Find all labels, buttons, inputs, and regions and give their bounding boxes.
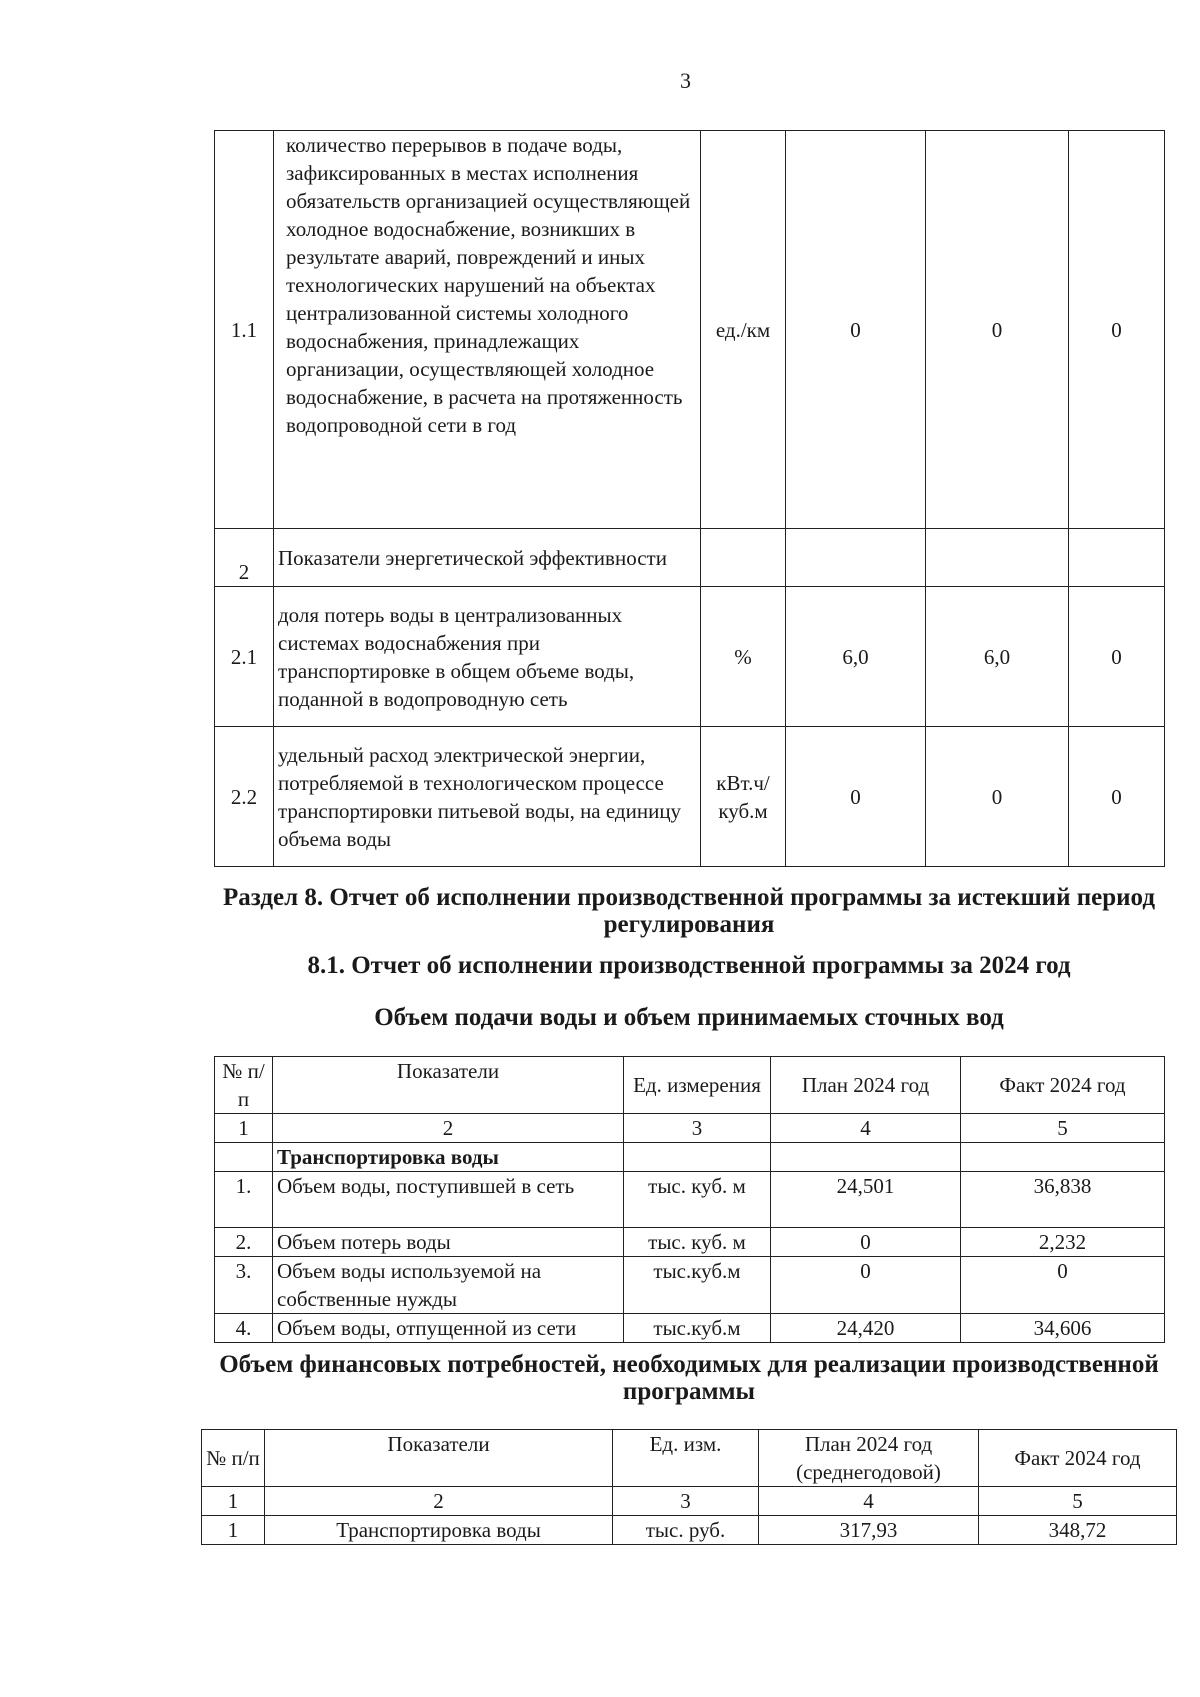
row-number: 3. — [215, 1257, 273, 1314]
indicator-value: 0 — [1069, 727, 1165, 867]
water-volume-table — [214, 1056, 1165, 1343]
column-number-row — [202, 1487, 1177, 1516]
table-row — [215, 529, 1165, 587]
table-header-row — [202, 1430, 1177, 1487]
financial-needs-table-title: Объем финансовых потребностей, необходимых для реализации производственной программы — [219, 1351, 1159, 1405]
indicator-value — [1069, 529, 1165, 587]
table-row — [202, 1516, 1177, 1545]
header-indicator: Показатели — [273, 1057, 624, 1114]
row-number: 1. — [215, 1172, 273, 1228]
indicator-unit: тыс.куб.м — [624, 1314, 771, 1343]
row-number: 2.1 — [215, 587, 274, 727]
row-number: 4. — [215, 1314, 273, 1343]
indicator-name: Объем воды, отпущенной из сети — [273, 1314, 624, 1343]
plan-value: 317,93 — [759, 1516, 979, 1545]
column-number: 2 — [265, 1487, 613, 1516]
row-number: 2.2 — [215, 727, 274, 867]
indicator-value: 0 — [786, 131, 926, 529]
fact-value: 0 — [961, 1257, 1165, 1314]
header-indicator: Показатели — [265, 1430, 613, 1487]
indicator-value — [926, 529, 1069, 587]
table-row — [215, 1172, 1165, 1228]
header-unit: Ед. измерения — [624, 1057, 771, 1114]
group-row — [215, 1143, 1165, 1172]
indicator-value — [786, 529, 926, 587]
indicator-value: 0 — [926, 131, 1069, 529]
subsection-8-1-title: 8.1. Отчет об исполнении производственной программы за 2024 год — [307, 952, 1071, 979]
header-fact: Факт 2024 год — [961, 1057, 1165, 1114]
indicator-unit: тыс. куб. м — [624, 1172, 771, 1228]
indicator-unit: тыс.куб.м — [624, 1257, 771, 1314]
table-row — [215, 1314, 1165, 1343]
group-label: Транспортировка воды — [273, 1143, 624, 1172]
column-number: 4 — [759, 1487, 979, 1516]
indicator-unit — [701, 529, 786, 587]
fact-value: 348,72 — [979, 1516, 1177, 1545]
indicator-value: 0 — [786, 727, 926, 867]
column-number: 3 — [624, 1114, 771, 1143]
page-number: 3 — [680, 68, 691, 93]
column-number: 5 — [979, 1487, 1177, 1516]
indicator-name: Показатели энергетической эффективности — [274, 529, 701, 587]
indicator-name: Объем воды используемой на собственные нужды — [273, 1257, 624, 1314]
indicator-unit: % — [701, 587, 786, 727]
header-fact: Факт 2024 год — [979, 1430, 1177, 1487]
indicator-name: удельный расход электрической энергии, потребляемой в технологическом процессе транспортировки питьевой воды, на единицу объема воды — [274, 727, 701, 867]
indicator-unit: ед./км — [701, 131, 786, 529]
row-number: 1 — [202, 1516, 265, 1545]
header-plan: План 2024 год (среднегодовой) — [759, 1430, 979, 1487]
section-8-title: Раздел 8. Отчет об исполнении производственной программы за истекший период регулирования — [223, 884, 1155, 938]
indicator-value: 0 — [1069, 131, 1165, 529]
fact-value: 2,232 — [961, 1228, 1165, 1257]
indicator-name: Объем потерь воды — [273, 1228, 624, 1257]
fact-value: 36,838 — [961, 1172, 1165, 1228]
column-number: 2 — [273, 1114, 624, 1143]
table-row — [215, 587, 1165, 727]
column-number: 1 — [215, 1114, 273, 1143]
row-number: 2. — [215, 1228, 273, 1257]
indicator-unit: тыс. руб. — [613, 1516, 759, 1545]
header-number: № п/п — [215, 1057, 273, 1114]
indicator-value: 6,0 — [926, 587, 1069, 727]
column-number: 3 — [613, 1487, 759, 1516]
plan-value: 0 — [771, 1257, 961, 1314]
indicator-unit: тыс. куб. м — [624, 1228, 771, 1257]
water-volume-table-title: Объем подачи воды и объем принимаемых сточных вод — [374, 1004, 1004, 1031]
column-number-row — [215, 1114, 1165, 1143]
header-number: № п/п — [202, 1430, 265, 1487]
column-number: 1 — [202, 1487, 265, 1516]
table-row — [215, 727, 1165, 867]
indicator-unit: кВт.ч/куб.м — [701, 727, 786, 867]
financial-needs-table — [201, 1429, 1177, 1545]
fact-value: 34,606 — [961, 1314, 1165, 1343]
indicator-name: количество перерывов в подаче воды, зафиксированных в местах исполнения обязательств организацией осуществляющей холодное водоснабжение, возникших в результате аварий, повреждений и иных технологических нарушений на объектах централизованной системы холодного водоснабжения, принадлежащих организации, осуществляющей холодное водоснабжение, в расчета на протяженность водопроводной сети в год — [274, 131, 701, 529]
plan-value: 24,420 — [771, 1314, 961, 1343]
indicator-value: 0 — [926, 727, 1069, 867]
row-number: 2 — [215, 529, 274, 587]
column-number: 4 — [771, 1114, 961, 1143]
table-row — [215, 131, 1165, 529]
plan-value: 24,501 — [771, 1172, 961, 1228]
table-row — [215, 1228, 1165, 1257]
indicator-name: Транспортировка воды — [265, 1516, 613, 1545]
header-unit: Ед. изм. — [613, 1430, 759, 1487]
plan-value: 0 — [771, 1228, 961, 1257]
indicator-name: доля потерь воды в централизованных системах водоснабжения при транспортировке в общем объеме воды, поданной в водопроводную сеть — [274, 587, 701, 727]
table-row — [215, 1257, 1165, 1314]
header-plan: План 2024 год — [771, 1057, 961, 1114]
row-number: 1.1 — [215, 131, 274, 529]
column-number: 5 — [961, 1114, 1165, 1143]
indicator-name: Объем воды, поступившей в сеть — [273, 1172, 624, 1228]
indicator-value: 0 — [1069, 587, 1165, 727]
indicator-value: 6,0 — [786, 587, 926, 727]
indicators-table — [214, 130, 1165, 867]
table-header-row — [215, 1057, 1165, 1114]
